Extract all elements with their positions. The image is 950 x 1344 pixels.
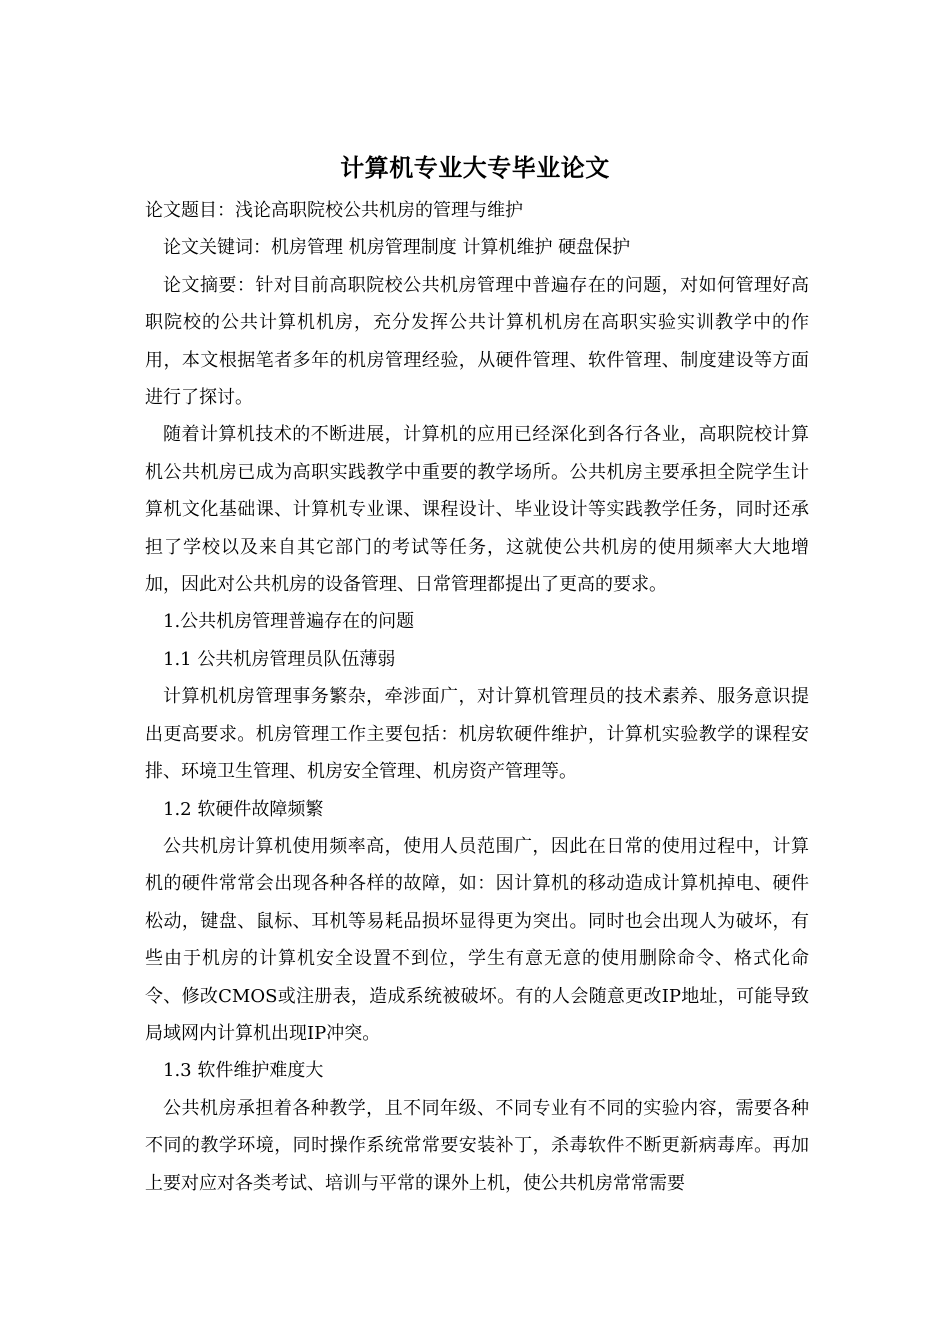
body-paragraph: 公共机房承担着各种教学，且不同年级、不同专业有不同的实验内容，需要各种不同的教学环境，同时操作系统常常要安装补丁，杀毒软件不断更新病毒库。再加上要对应对各类考试、培训与平常的课外上机，使公共机房常常需要 <box>145 1097 809 1194</box>
subsection-heading: 1.2 软硬件故障频繁 <box>163 798 324 820</box>
document-title: 计算机专业大专毕业论文 <box>340 154 610 182</box>
paper-abstract: 论文摘要：针对目前高职院校公共机房管理中普遍存在的问题，对如何管理好高职院校的公共计算机机房，充分发挥公共计算机机房在高职实验实训教学中的作用，本文根据笔者多年的机房管理经验，从硬件管理、软件管理、制度建设等方面进行了探讨。 <box>145 274 809 409</box>
subsection-heading: 1.1 公共机房管理员队伍薄弱 <box>163 648 396 670</box>
body-paragraph: 计算机机房管理事务繁杂，牵涉面广，对计算机管理员的技术素养、服务意识提出更高要求。机房管理工作主要包括：机房软硬件维护，计算机实验教学的课程安排、环境卫生管理、机房安全管理、机房资产管理等。 <box>145 686 809 783</box>
body-paragraph: 公共机房计算机使用频率高，使用人员范围广，因此在日常的使用过程中，计算机的硬件常常会出现各种各样的故障，如：因计算机的移动造成计算机掉电、硬件松动，键盘、鼠标、耳机等易耗品损坏显得更为突出。同时也会出现人为破坏，有些由于机房的计算机安全设置不到位，学生有意无意的使用删除命令、格式化命令、修改CMOS或注册表，造成系统被破坏。有的人会随意更改IP地址，可能导致局域网内计算机出现IP冲突。 <box>145 835 809 1044</box>
subsection-heading: 1.3 软件维护难度大 <box>163 1060 324 1082</box>
body-paragraph: 随着计算机技术的不断进展，计算机的应用已经深化到各行各业，高职院校计算机公共机房已成为高职实践教学中重要的教学场所。公共机房主要承担全院学生计算机文化基础课、计算机专业课、课程设计、毕业设计等实践教学任务，同时还承担了学校以及来自其它部门的考试等任务，这就使公共机房的使用频率大大地增加，因此对公共机房的设备管理、日常管理都提出了更高的要求。 <box>145 424 809 596</box>
section-heading: 1.公共机房管理普遍存在的问题 <box>163 611 415 633</box>
paper-topic: 论文题目：浅论高职院校公共机房的管理与维护 <box>145 200 523 221</box>
paper-keywords: 论文关键词：机房管理 机房管理制度 计算机维护 硬盘保护 <box>163 237 631 259</box>
document-body <box>145 192 809 1202</box>
